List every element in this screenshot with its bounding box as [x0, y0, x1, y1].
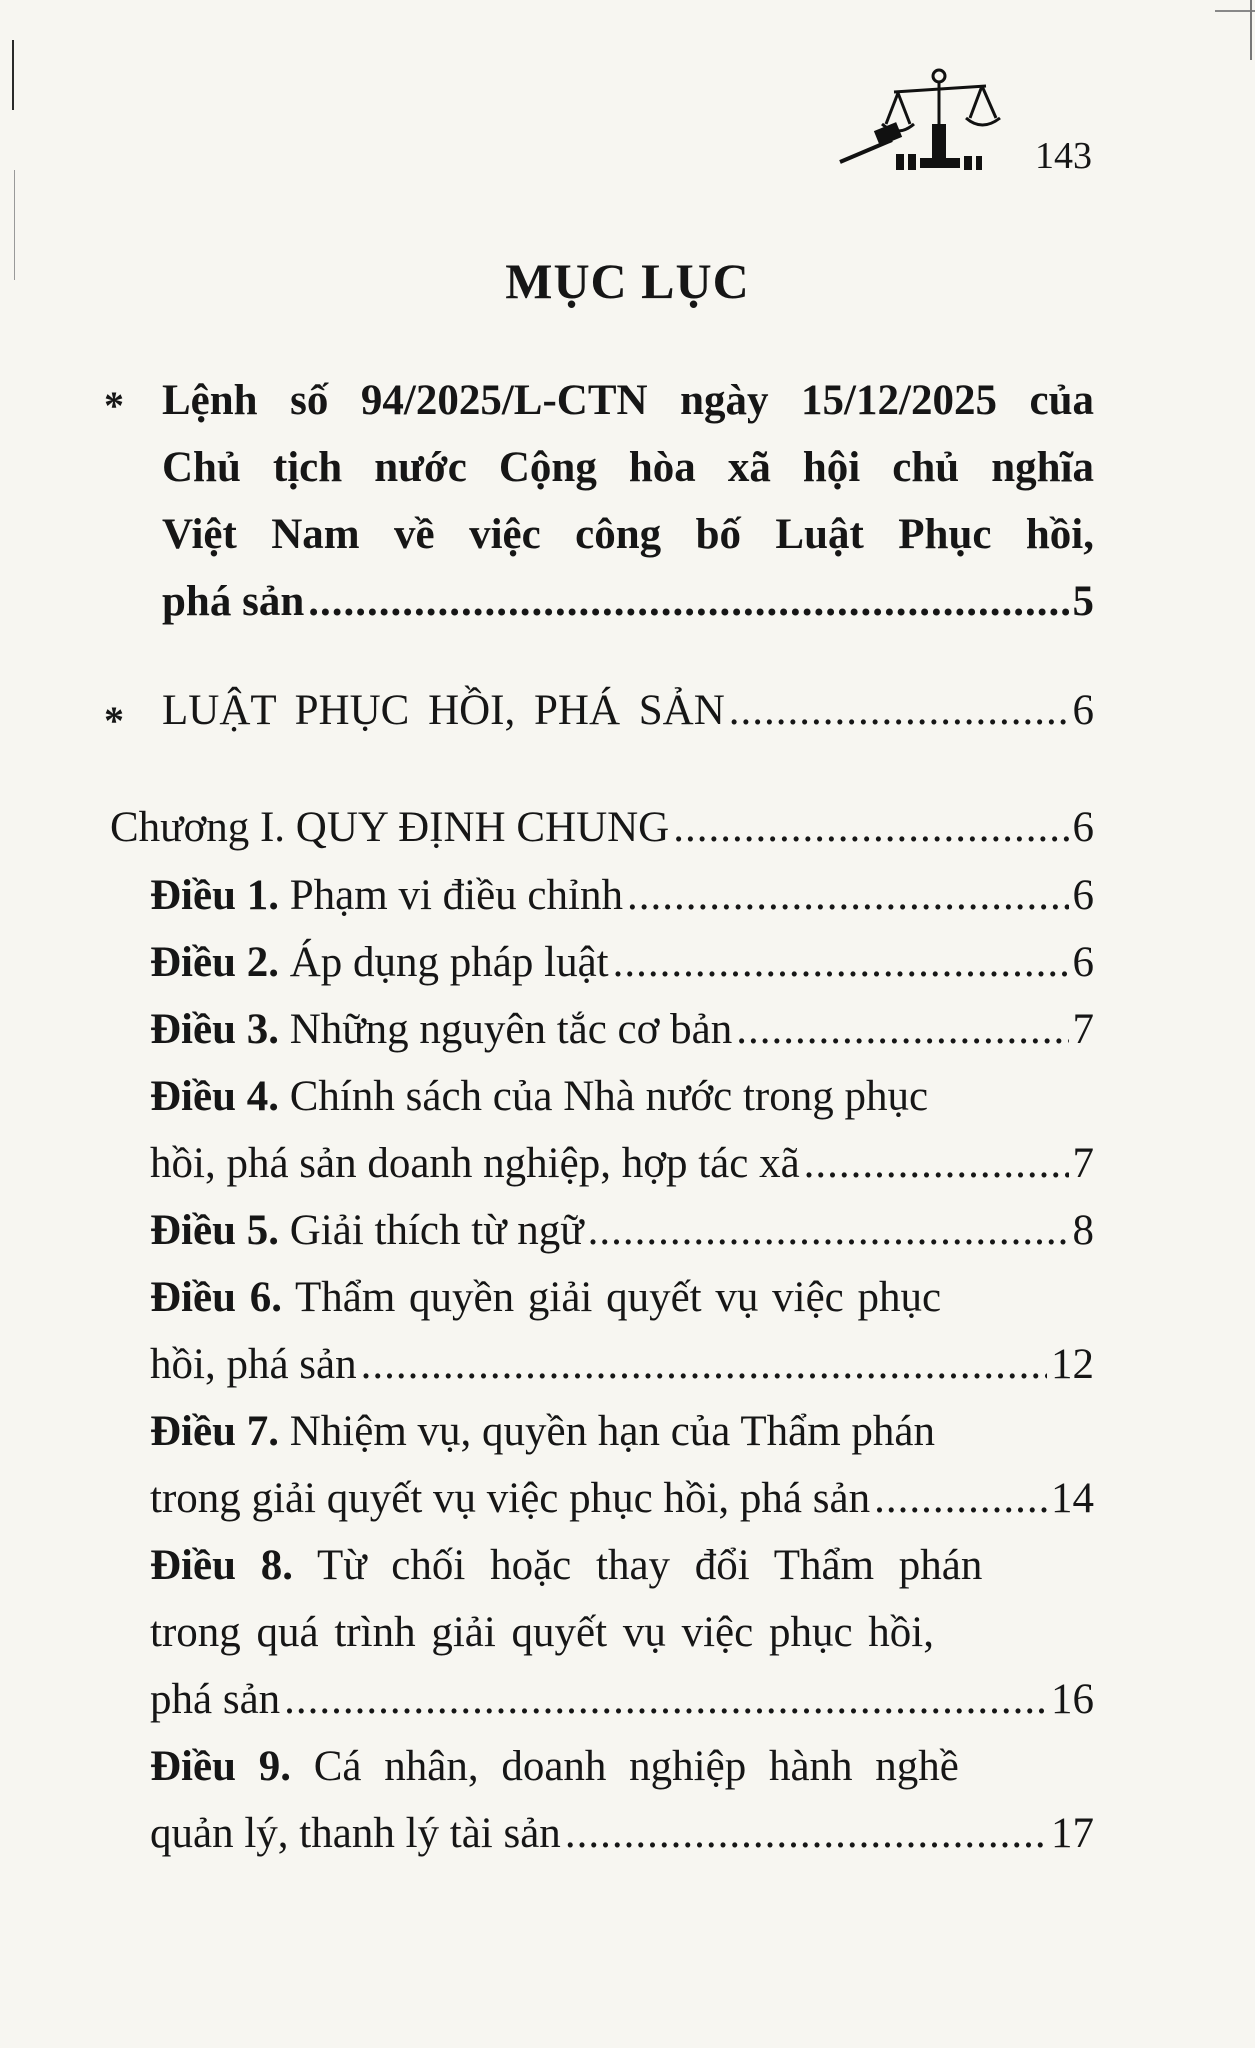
toc-page-number: 8 — [1072, 1207, 1094, 1254]
toc-entry-title: LUẬT PHỤC HỒI, PHÁ SẢN — [162, 687, 725, 734]
toc-entry-line: Việt Nam về việc công bố Luật Phục hồi, — [162, 511, 1094, 558]
toc-entry-law[interactable] — [162, 677, 1094, 744]
article-label: Điều 2. — [150, 939, 279, 986]
article-title: Áp dụng pháp luật — [289, 939, 609, 986]
toc-entry-line: Chủ tịch nước Cộng hòa xã hội chủ nghĩa — [162, 444, 1094, 491]
article-title: Nhiệm vụ, quyền hạn của Thẩm phán — [289, 1408, 935, 1455]
article-title: Những nguyên tắc cơ bản — [289, 1006, 733, 1053]
leader-dots — [361, 1331, 1047, 1398]
article-title-continued: quản lý, thanh lý tài sản — [150, 1810, 561, 1857]
article-title-continued: trong quá trình giải quyết vụ việc phục hồi, — [150, 1609, 934, 1656]
leader-dots — [804, 1130, 1069, 1197]
article-label: Điều 6. — [150, 1274, 282, 1321]
leader-dots — [565, 1800, 1047, 1867]
article-label: Điều 5. — [150, 1207, 279, 1254]
toc-page-number: 7 — [1072, 1006, 1094, 1053]
leader-dots — [729, 677, 1069, 744]
article-label: Điều 4. — [150, 1073, 279, 1120]
toc-entry-article-1[interactable] — [150, 862, 1094, 929]
leader-dots — [613, 929, 1069, 996]
toc-page-number: 6 — [1072, 687, 1094, 734]
toc-page-number: 12 — [1051, 1341, 1094, 1388]
toc-entry-article-3[interactable] — [150, 996, 1094, 1063]
toc-entry-article-4[interactable] — [150, 1063, 1094, 1197]
article-label: Điều 8. — [150, 1542, 293, 1589]
page-number: 143 — [1035, 135, 1092, 177]
article-title-continued: hồi, phá sản doanh nghiệp, hợp tác xã — [150, 1140, 800, 1187]
article-title: Thẩm quyền giải quyết vụ việc phục — [294, 1274, 942, 1321]
toc-entry-chapter[interactable] — [110, 794, 1094, 861]
toc-page-number: 7 — [1072, 1140, 1094, 1187]
toc-page-number: 17 — [1051, 1810, 1094, 1857]
toc-page-number: 6 — [1072, 804, 1094, 851]
toc-entry-decree[interactable] — [162, 367, 1094, 635]
scan-edge-mark — [1215, 10, 1255, 12]
scan-edge-mark — [1250, 0, 1252, 60]
toc-page-number: 6 — [1072, 872, 1094, 919]
bullet-star: * — [104, 698, 124, 743]
article-title: Từ chối hoặc thay đổi Thẩm phán — [316, 1542, 983, 1589]
article-label: Điều 1. — [150, 872, 279, 919]
toc-entry-article-8[interactable] — [150, 1532, 1094, 1733]
leader-dots — [673, 794, 1068, 861]
article-title: Giải thích từ ngữ — [289, 1207, 584, 1254]
bullet-star: * — [104, 383, 124, 428]
toc-entry-line: phá sản — [162, 578, 305, 625]
article-title-continued: phá sản — [150, 1676, 281, 1723]
article-title-continued: hồi, phá sản — [150, 1341, 357, 1388]
toc-page-number: 14 — [1051, 1475, 1094, 1522]
article-label: Điều 3. — [150, 1006, 279, 1053]
article-title: Phạm vi điều chỉnh — [289, 872, 623, 919]
article-label: Điều 7. — [150, 1408, 279, 1455]
toc-entry-line: Lệnh số 94/2025/L-CTN ngày 15/12/2025 của — [162, 377, 1094, 424]
toc-entry-article-2[interactable] — [150, 929, 1094, 996]
toc-entry-article-5[interactable] — [150, 1197, 1094, 1264]
toc-page-number: 16 — [1051, 1676, 1094, 1723]
toc-page-number: 6 — [1072, 939, 1094, 986]
toc-entry-article-6[interactable] — [150, 1264, 1094, 1398]
toc-chapter-title: Chương I. QUY ĐỊNH CHUNG — [110, 804, 670, 851]
article-title: Cá nhân, doanh nghiệp hành nghề — [313, 1743, 959, 1790]
toc-entry-article-7[interactable] — [150, 1398, 1094, 1532]
leader-dots — [308, 568, 1068, 635]
leader-dots — [284, 1666, 1047, 1733]
leader-dots — [627, 862, 1069, 929]
leader-dots — [588, 1197, 1069, 1264]
justice-scale-icon — [836, 66, 1006, 176]
scan-edge-mark — [12, 40, 14, 110]
leader-dots — [874, 1465, 1047, 1532]
article-title-continued: trong giải quyết vụ việc phục hồi, phá sản — [150, 1475, 871, 1522]
toc-page-number: 5 — [1072, 578, 1094, 625]
article-title: Chính sách của Nhà nước trong phục — [289, 1073, 929, 1120]
toc-entry-article-9[interactable] — [150, 1733, 1094, 1867]
article-label: Điều 9. — [150, 1743, 291, 1790]
leader-dots — [736, 996, 1068, 1063]
page-title: MỤC LỤC — [505, 253, 750, 309]
